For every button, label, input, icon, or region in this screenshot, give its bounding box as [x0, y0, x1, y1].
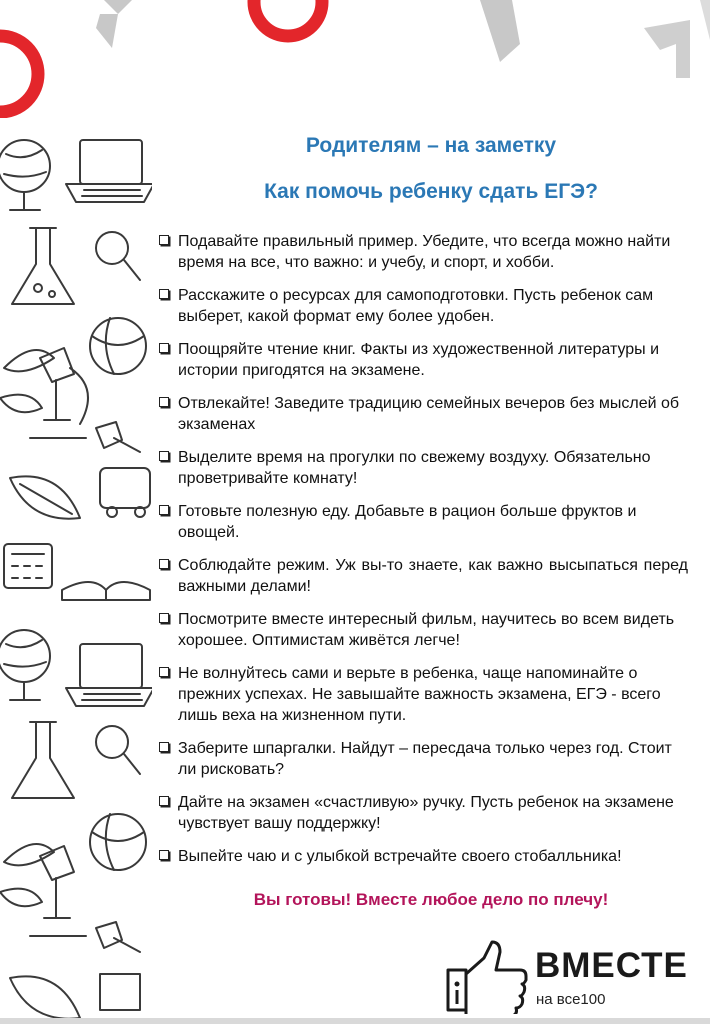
checkbox-bullet-icon	[159, 559, 169, 569]
tip-text: Отвлекайте! Заведите традицию семейных вечеров без мыслей об экзаменах	[178, 395, 680, 433]
flask-icon-2	[12, 722, 74, 798]
decorative-header-band	[0, 0, 710, 118]
checkbox-bullet-icon	[159, 613, 169, 623]
leaf-icon	[0, 350, 54, 412]
microscope-icon-2	[30, 846, 86, 936]
list-item	[158, 663, 688, 726]
magnifier-icon-2	[96, 726, 140, 774]
ball-icon-2	[90, 814, 146, 870]
tip-text: Заберите шпаргалки. Найдут – пересдача только через год. Стоит ли рисковать?	[178, 740, 672, 778]
list-item	[158, 285, 688, 327]
laptop-icon-2	[66, 644, 152, 706]
pushpin-icon-2	[96, 922, 140, 952]
list-item	[158, 609, 688, 651]
bottom-edge	[0, 1018, 710, 1024]
tip-text: Поощряйте чтение книг. Факты из художественной литературы и истории пригодятся на экзамене.	[178, 341, 660, 379]
list-item	[158, 393, 688, 435]
flask-icon	[12, 228, 74, 304]
page-title: Родителям – на заметку	[305, 134, 557, 157]
list-item	[158, 846, 688, 867]
gray-wedge-icon	[96, 14, 118, 48]
gray-corner-icon	[700, 0, 710, 40]
closing-slogan: Вы готовы! Вместе любое дело по плечу!	[253, 890, 609, 909]
checkbox-bullet-icon	[159, 235, 169, 245]
logo	[445, 940, 695, 1014]
checkbox-bullet-icon	[159, 289, 169, 299]
checkbox-bullet-icon	[159, 451, 169, 461]
thumbs-up-icon	[445, 940, 531, 1014]
gray-chevron-icon	[88, 0, 132, 14]
magnifier-icon	[96, 232, 140, 280]
checkbox-bullet-icon	[159, 397, 169, 407]
list-item	[158, 792, 688, 834]
gray-wedge-icon-2	[480, 0, 520, 62]
list-item	[158, 231, 688, 273]
checkbox-bullet-icon	[159, 343, 169, 353]
globe-icon-2	[0, 630, 50, 700]
open-book-icon	[62, 582, 150, 600]
tip-text: Выделите время на прогулки по свежему воздуху. Обязательно проветривайте комнату!	[178, 449, 651, 487]
tip-text: Посмотрите вместе интересный фильм, научитесь во всем видеть хорошее. Оптимистам живётся легче!	[178, 611, 675, 649]
leaf-large-icon	[10, 476, 80, 518]
list-item	[158, 339, 688, 381]
red-ring-top-icon	[254, 0, 322, 36]
red-ring-left-icon	[0, 36, 38, 112]
page-subtitle: Как помочь ребенку сдать ЕГЭ?	[264, 180, 598, 203]
ball-icon	[90, 318, 146, 374]
tips-list	[158, 231, 688, 879]
list-item	[158, 555, 688, 597]
checkbox-bullet-icon	[159, 850, 169, 860]
list-item	[158, 447, 688, 489]
school-doodles	[0, 118, 152, 1024]
pushpin-icon	[96, 422, 140, 452]
tip-text: Готовьте полезную еду. Добавьте в рацион больше фруктов и овощей.	[178, 503, 637, 541]
microscope-icon	[30, 348, 88, 438]
logo-tagline: на все100	[536, 991, 606, 1008]
calculator-icon	[4, 544, 52, 588]
checkbox-bullet-icon	[159, 505, 169, 515]
decorative-shapes	[0, 0, 710, 118]
logo-wordmark: ВМЕСТЕ	[535, 946, 688, 985]
bus-icon	[100, 468, 150, 517]
list-item	[158, 738, 688, 780]
list-item	[158, 501, 688, 543]
decorative-sidebar-art	[0, 118, 152, 1024]
globe-icon	[0, 140, 50, 210]
tip-text: Не волнуйтесь сами и верьте в ребенка, чаще напоминайте о прежних успехах. Не завышайте важность экзамена, ЕГЭ - всего лишь веха на жизненном пути.	[178, 665, 661, 724]
tip-text: Расскажите о ресурсах для самоподготовки. Пусть ребенок сам выберет, какой формат ему более удобен.	[178, 287, 654, 325]
tip-text: Дайте на экзамен «счастливую» ручку. Пусть ребенок на экзамене чувствует вашу поддержку!	[178, 794, 674, 832]
tip-text: Подавайте правильный пример. Убедите, что всегда можно найти время на все, что важно: и учебу, и спорт, и хобби.	[178, 233, 671, 271]
tip-text: Соблюдайте режим. Уж вы-то знаете, как важно высыпаться перед важными делами!	[178, 557, 688, 595]
gray-seven-icon	[644, 20, 690, 78]
checkbox-bullet-icon	[159, 742, 169, 752]
leaf-large-icon-2	[10, 974, 140, 1019]
checkbox-bullet-icon	[159, 667, 169, 677]
checkbox-bullet-icon	[159, 796, 169, 806]
tip-text: Выпейте чаю и с улыбкой встречайте своего стобалльника!	[178, 848, 622, 865]
main-content	[152, 118, 710, 1018]
laptop-icon	[66, 140, 152, 202]
